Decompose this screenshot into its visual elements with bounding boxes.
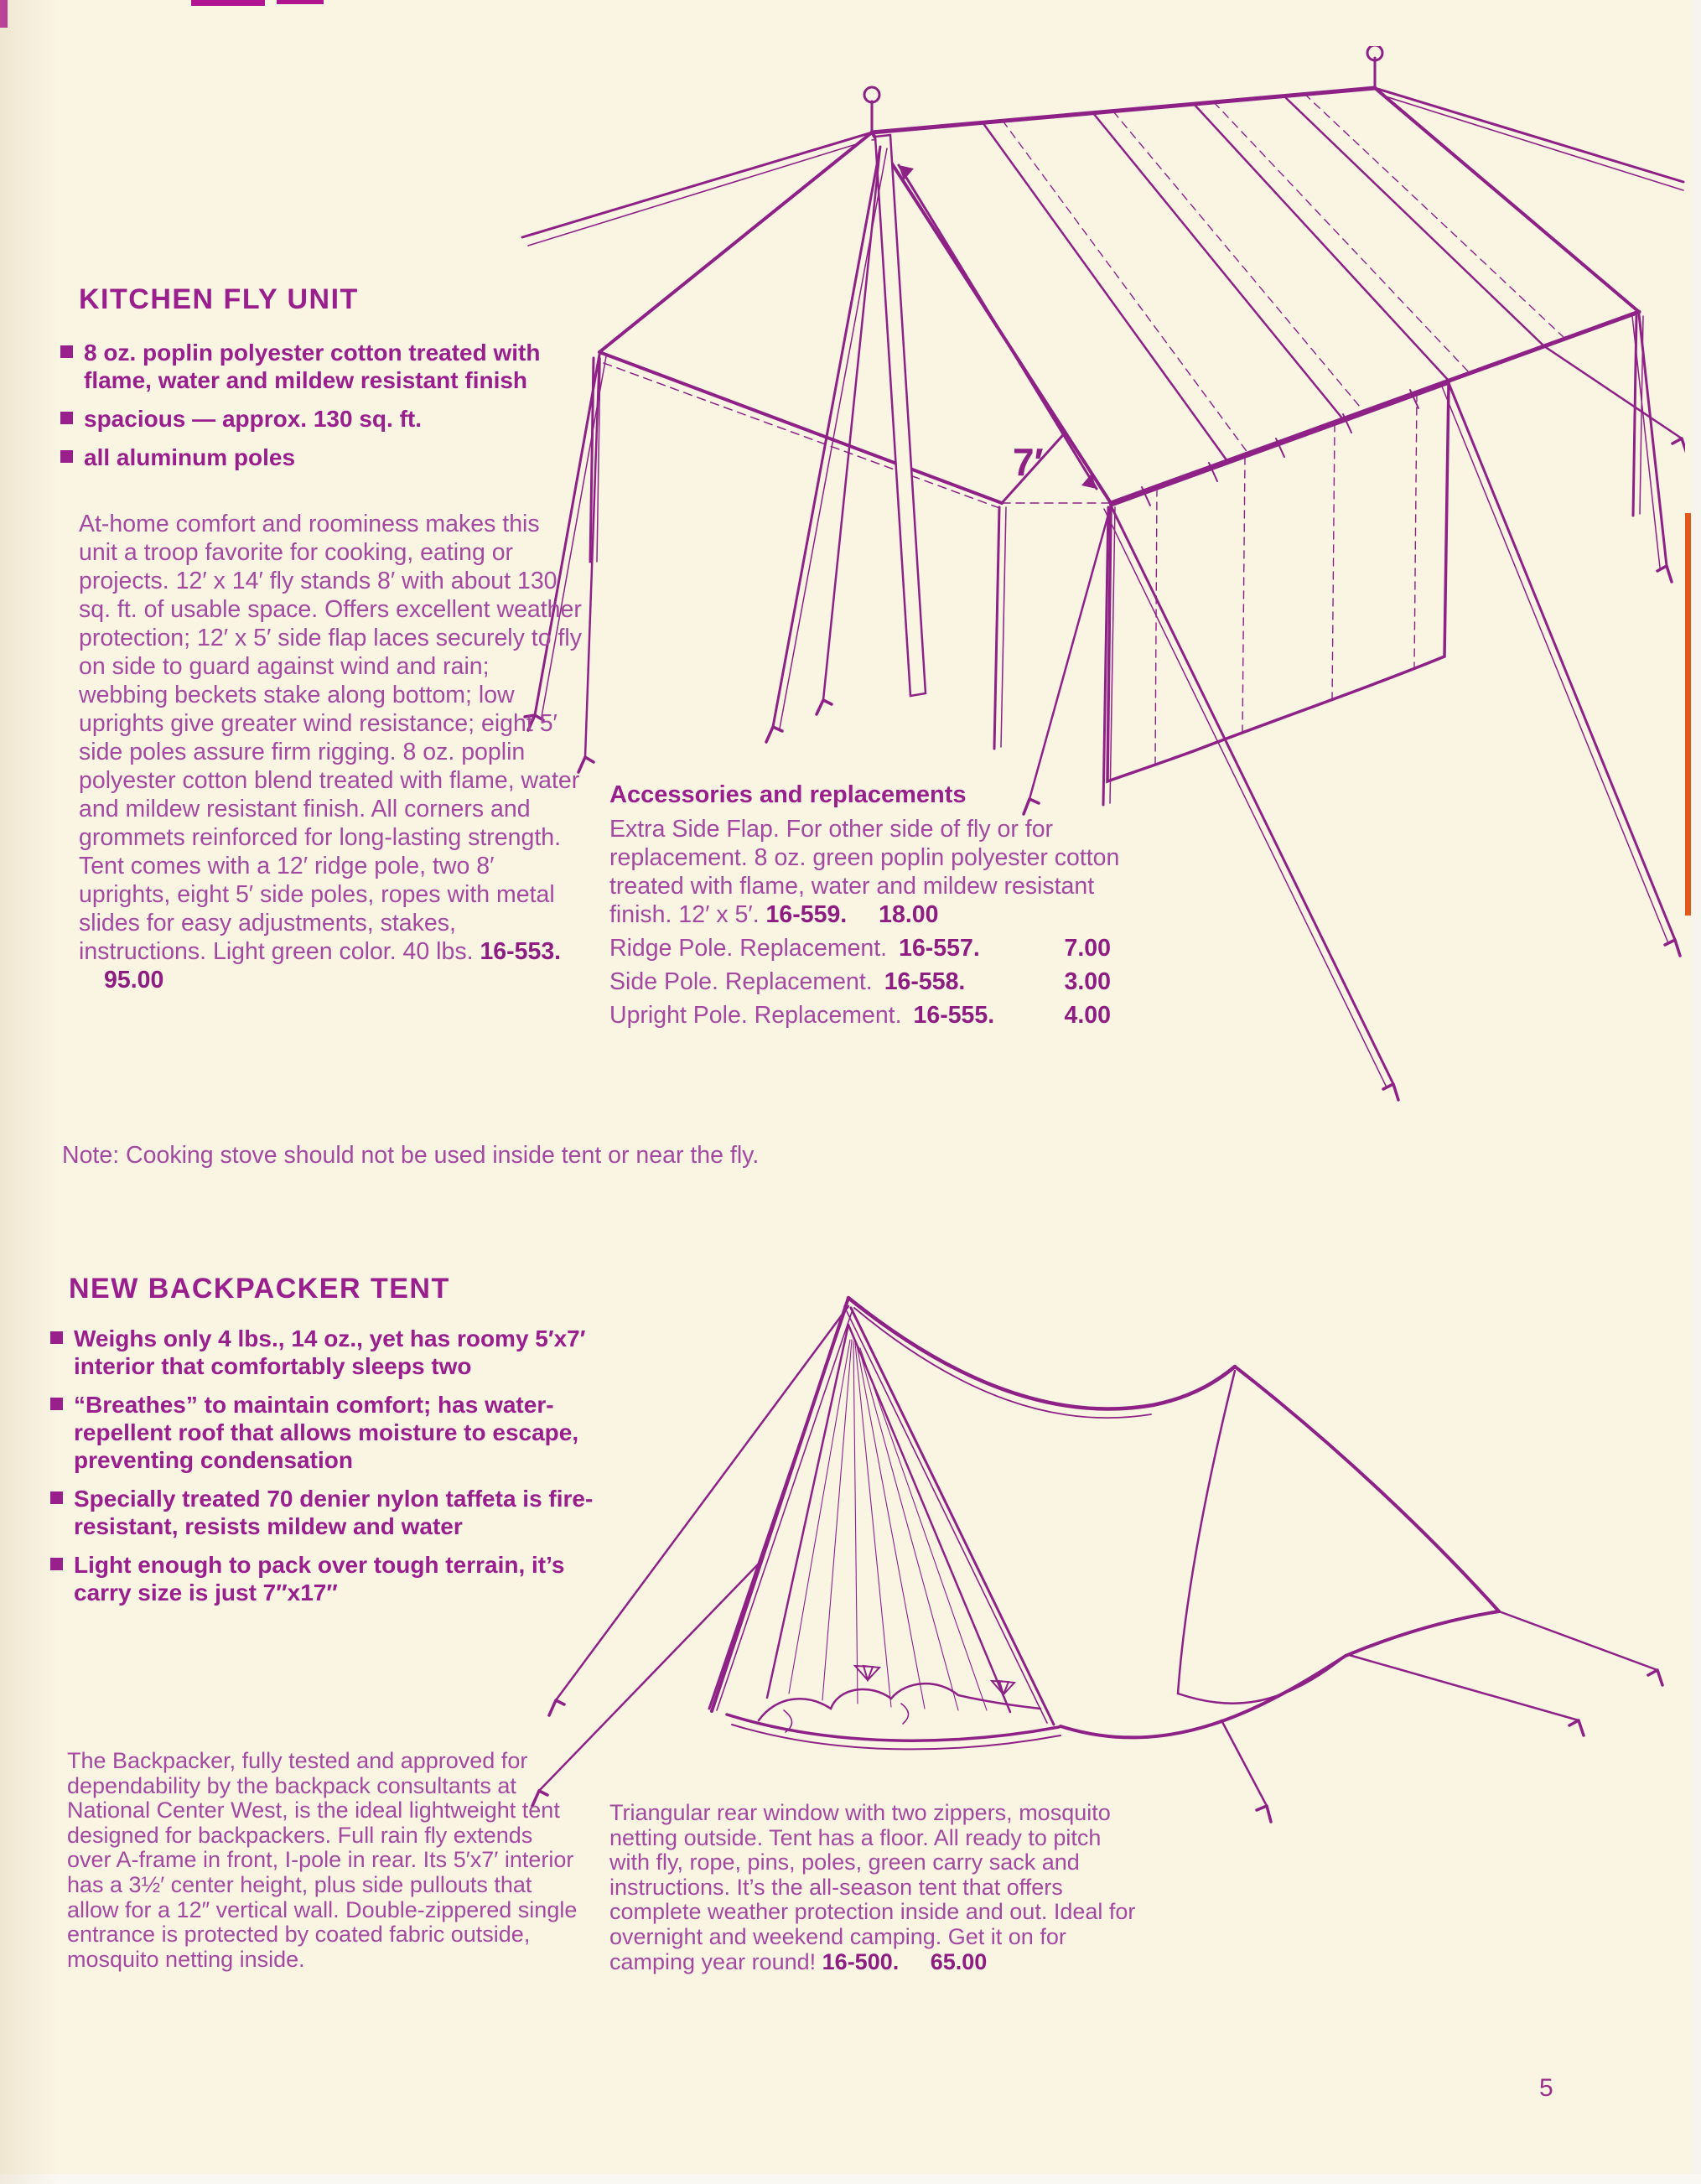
accessories-title: Accessories and replacements [609,781,967,808]
bullet-square-icon [50,1558,63,1570]
backpacker-price: 65.00 [930,1948,988,1974]
page-scan-bottom-edge [0,2174,1701,2184]
accessory-label: Ridge Pole. Replacement. [609,935,888,962]
accessory-code: 16-555. [913,1002,995,1029]
backpacker-description-right [609,1801,1146,1974]
kitchen-fly-bullet-list [60,339,597,482]
accessory-code: 16-557. [899,935,980,962]
bullet-text: spacious — approx. 130 sq. ft. [84,406,423,432]
bullet-square-icon [60,412,73,424]
bullet-text: 8 oz. poplin polyester cotton treated with flame, water and mildew resistant finish [84,340,541,393]
page-edge-orange-bar [1685,513,1691,916]
accessory-code: 16-558. [884,968,966,995]
accessory-row [609,935,1123,962]
list-item [60,444,597,471]
bullet-text: Specially treated 70 denier nylon taffeta is fire-resistant, resists mildew and water [74,1486,594,1539]
accessories-intro-text: Extra Side Flap. For other side of fly or for replacement. 8 oz. green poplin polyester cotton treated with flame, water and mildew resistant finish. 12′ x 5′. [609,816,1120,928]
kitchen-fly-price: 95.00 [104,967,164,993]
list-item [50,1391,595,1474]
backpacker-description-left: The Backpacker, fully tested and approved for dependability by the backpack consultants at National Center West, is the ideal lightweight tent designed for backpackers. Full rain fly extends over A-frame in front, I-pole in rear. Its 5′x7′ interior has a 3½′ center height, plus side pullouts that allow for a 12″ vertical wall. Double-zippered single entrance is protected by coated fabric outside, mosquito netting inside. [67,1748,578,1972]
bullet-square-icon [50,1398,63,1410]
page-scan-right-edge [1692,0,1701,2184]
list-item [60,405,597,433]
page-edge-top-dash [191,0,265,6]
accessory-label: Side Pole. Replacement. [609,968,873,995]
backpacker-title: NEW BACKPACKER TENT [69,1273,450,1305]
kitchen-fly-title: KITCHEN FLY UNIT [79,283,359,315]
accessories-intro [609,815,1129,929]
bullet-square-icon [60,345,73,358]
accessory-price: 3.00 [1064,968,1111,995]
kitchen-fly-catalog-code: 16-553. [480,938,562,965]
accessories-section [609,781,1129,1030]
bullet-text: Light enough to pack over tough terrain, it’s carry size is just 7″x17″ [74,1552,565,1606]
backpacker-bullet-list [50,1325,595,1617]
kitchen-fly-description-text: At-home comfort and roominess makes this unit a troop favorite for cooking, eating or projects. 12′ x 14′ fly stands 8′ with about 130 sq. ft. of usable space. Offers excellent weather protection; 12′ x 5′ side flap laces securely to fly on side to guard against wind and rain; webbing beckets stake along bottom; low uprights give greater wind resistance; eight 5′ side poles assure firm rigging. 8 oz. poplin polyester cotton blend treated with flame, water and mildew resistant finish. All corners and grommets reinforced for long-lasting strength. Tent comes with a 12′ ridge pole, two 8′ uprights, eight 5′ side poles, ropes with metal slides for easy adjustments, stakes, instructions. Light green color. 40 lbs. [79,511,582,965]
bullet-text: Weighs only 4 lbs., 14 oz., yet has roomy 5′x7′ interior that comfortably sleeps two [74,1325,586,1379]
page-edge-top-dash [277,0,324,4]
accessories-intro-code: 16-559. [765,901,848,928]
kitchen-fly-dimension-label: 7′ [1013,440,1044,484]
bullet-text: all aluminum poles [84,444,296,470]
accessory-price: 4.00 [1064,1002,1111,1029]
list-item [50,1485,595,1540]
list-item [50,1325,595,1380]
kitchen-fly-description [79,510,582,994]
backpacker-tent-illustration [507,1241,1684,1878]
list-item [60,339,597,394]
bullet-square-icon [50,1491,63,1504]
backpacker-catalog-code: 16-500. [822,1948,900,1974]
accessory-row [609,1002,1123,1030]
accessories-intro-price: 18.00 [879,901,939,928]
bullet-text: “Breathes” to maintain comfort; has water-repellent roof that allows moisture to escape, preventing condensation [74,1392,579,1473]
page-scan-left-shading [0,0,59,2184]
accessory-row [609,968,1123,996]
backpacker-description-right-text: Triangular rear window with two zippers, mosquito netting outside. Tent has a floor. All ready to pitch with fly, rope, pins, poles, green carry sack and instructions. It’s the all-season tent that offers complete weather protection inside and out. Ideal for overnight and weekend camping. Get it on for camping year round! [609,1800,1136,1974]
accessory-label: Upright Pole. Replacement. [609,1002,902,1029]
bullet-square-icon [50,1331,63,1344]
list-item [50,1551,595,1606]
bullet-square-icon [60,450,73,463]
cooking-stove-note: Note: Cooking stove should not be used inside tent or near the fly. [62,1142,760,1169]
backpacker-tent-drawing [507,1241,1684,1878]
page-number: 5 [1539,2074,1553,2102]
accessory-price: 7.00 [1064,935,1111,962]
